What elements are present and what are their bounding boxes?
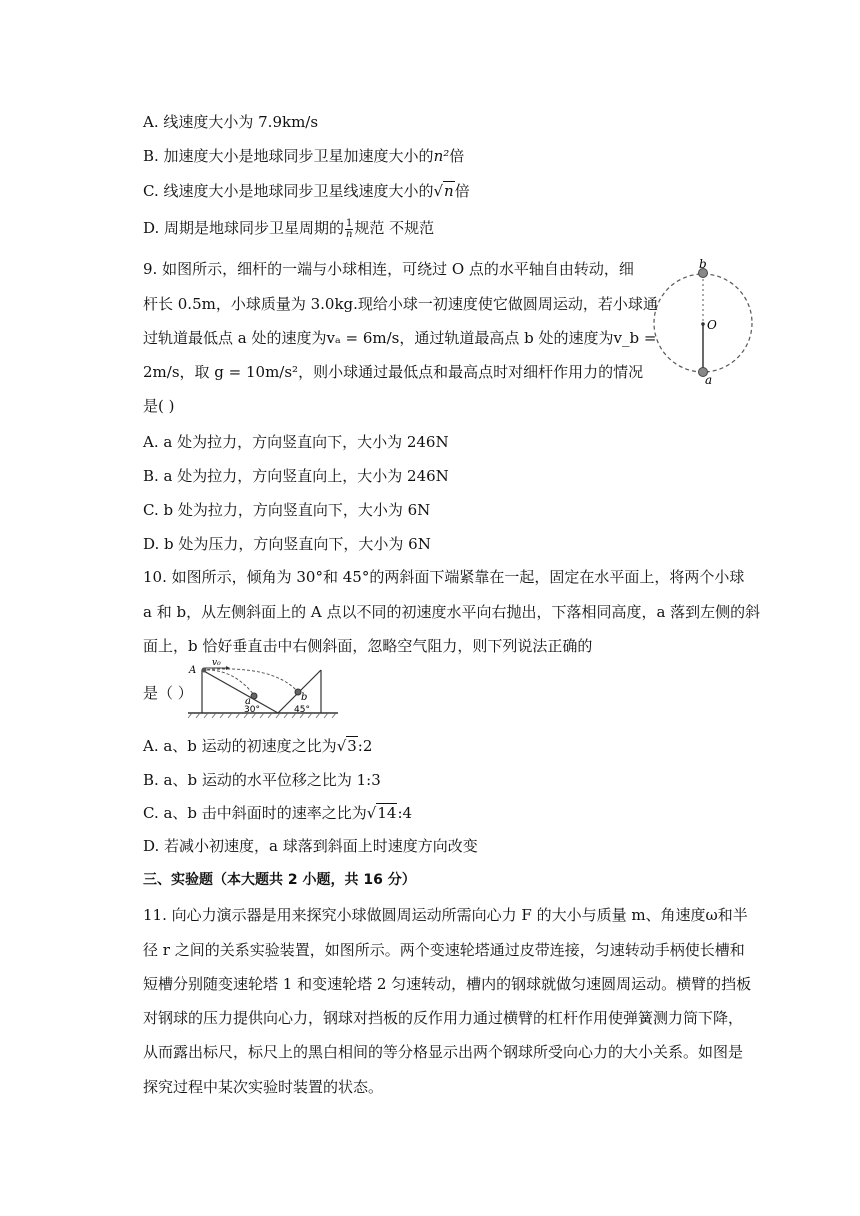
section-title-experiment: 三、实验题（本大题共 2 小题，共 16 分）: [143, 872, 416, 888]
q10-option-b: B. a、b 运动的水平位移之比为 1:3: [143, 771, 381, 789]
q11-stem-line4: 对钢球的压力提供向心力，钢球对挡板的反作用力通过横臂的杠杆作用使弹簧测力筒下降，: [143, 1009, 744, 1027]
q10-stem-line3: 面上，b 恰好垂直击中右侧斜面，忽略空气阻力，则下列说法正确的: [143, 637, 593, 655]
q9-stem-line1: 9. 如图所示，细杆的一端与小球相连，可绕过 O 点的水平轴自由转动，细: [143, 260, 634, 278]
q9-stem-line4: 2m/s，取 g = 10m/s²，则小球通过最低点和最高点时对细杆作用力的情况: [143, 363, 644, 381]
q9-option-d: D. b 处为压力，方向竖直向下，大小为 6N: [143, 535, 431, 553]
q10-label-b: b: [301, 692, 308, 703]
q9-stem-line2: 杆长 0.5m，小球质量为 3.0kg.现给小球一初速度使它做圆周运动，若小球通: [143, 295, 658, 313]
q9-stem-line5: 是( ): [143, 397, 175, 415]
q9-label-o: O: [707, 318, 717, 332]
q11-stem-line5: 从而露出标尺，标尺上的黑白相间的等分格显示出两个钢球所受向心力的大小关系。如图是: [143, 1043, 744, 1061]
q8-option-b: B. 加速度大小是地球同步卫星加速度大小的n²倍: [143, 147, 465, 165]
q10-incline-figure: [188, 660, 348, 720]
q10-stem-line2: a 和 b，从左侧斜面上的 A 点以不同的初速度水平向右抛出，下落相同高度，a 落到左侧的斜: [143, 603, 761, 621]
q8-option-a: A. 线速度大小为 7.9km/s: [143, 113, 319, 131]
q10-option-c: C. a、b 击中斜面时的速率之比为√14:4: [143, 804, 413, 822]
q11-stem-line6: 探究过程中某次实验时装置的状态。: [143, 1078, 384, 1096]
q10-stem-line4: 是（ ）: [143, 684, 193, 702]
q11-stem-line1: 11. 向心力演示器是用来探究小球做圆周运动所需向心力 F 的大小与质量 m、角速度ω和半: [143, 906, 748, 924]
q9-stem-line3: 过轨道最低点 a 处的速度为vₐ = 6m/s，通过轨道最高点 b 处的速度为v_b =: [143, 329, 657, 347]
q9-circle-figure: [645, 258, 760, 388]
q11-stem-line2: 径 r 之间的关系实验装置，如图所示。两个变速轮塔通过皮带连接，匀速转动手柄使长槽和: [143, 941, 745, 959]
q10-label-30: 30°: [244, 705, 260, 715]
q10-option-d: D. 若减小初速度，a 球落到斜面上时速度方向改变: [143, 837, 478, 855]
q10-label-A: A: [189, 665, 197, 676]
q9-option-c: C. b 处为拉力，方向竖直向下，大小为 6N: [143, 501, 431, 519]
q10-option-a: A. a、b 运动的初速度之比为√3:2: [143, 737, 373, 755]
q9-option-a: A. a 处为拉力，方向竖直向下，大小为 246N: [143, 433, 449, 451]
q8-option-c: C. 线速度大小是地球同步卫星线速度大小的√n倍: [143, 182, 470, 200]
q10-stem-line1: 10. 如图所示，倾角为 30°和 45°的两斜面下端紧靠在一起，固定在水平面上，将两个小球: [143, 568, 745, 586]
q9-label-a: a: [705, 373, 713, 387]
q9-option-b: B. a 处为拉力，方向竖直向上，大小为 246N: [143, 467, 449, 485]
q11-stem-line3: 短槽分别随变速轮塔 1 和变速轮塔 2 匀速转动，槽内的钢球就做匀速圆周运动。横臂的挡板: [143, 975, 752, 993]
q10-label-a: a: [245, 696, 251, 707]
q8-option-d: D. 周期是地球同步卫星周期的 $\frac{1}{n}$ 规范 不规范: [143, 217, 435, 240]
q9-label-b: b: [699, 258, 707, 271]
q10-label-v0: v₀: [212, 660, 221, 668]
q10-label-45: 45°: [294, 705, 310, 715]
